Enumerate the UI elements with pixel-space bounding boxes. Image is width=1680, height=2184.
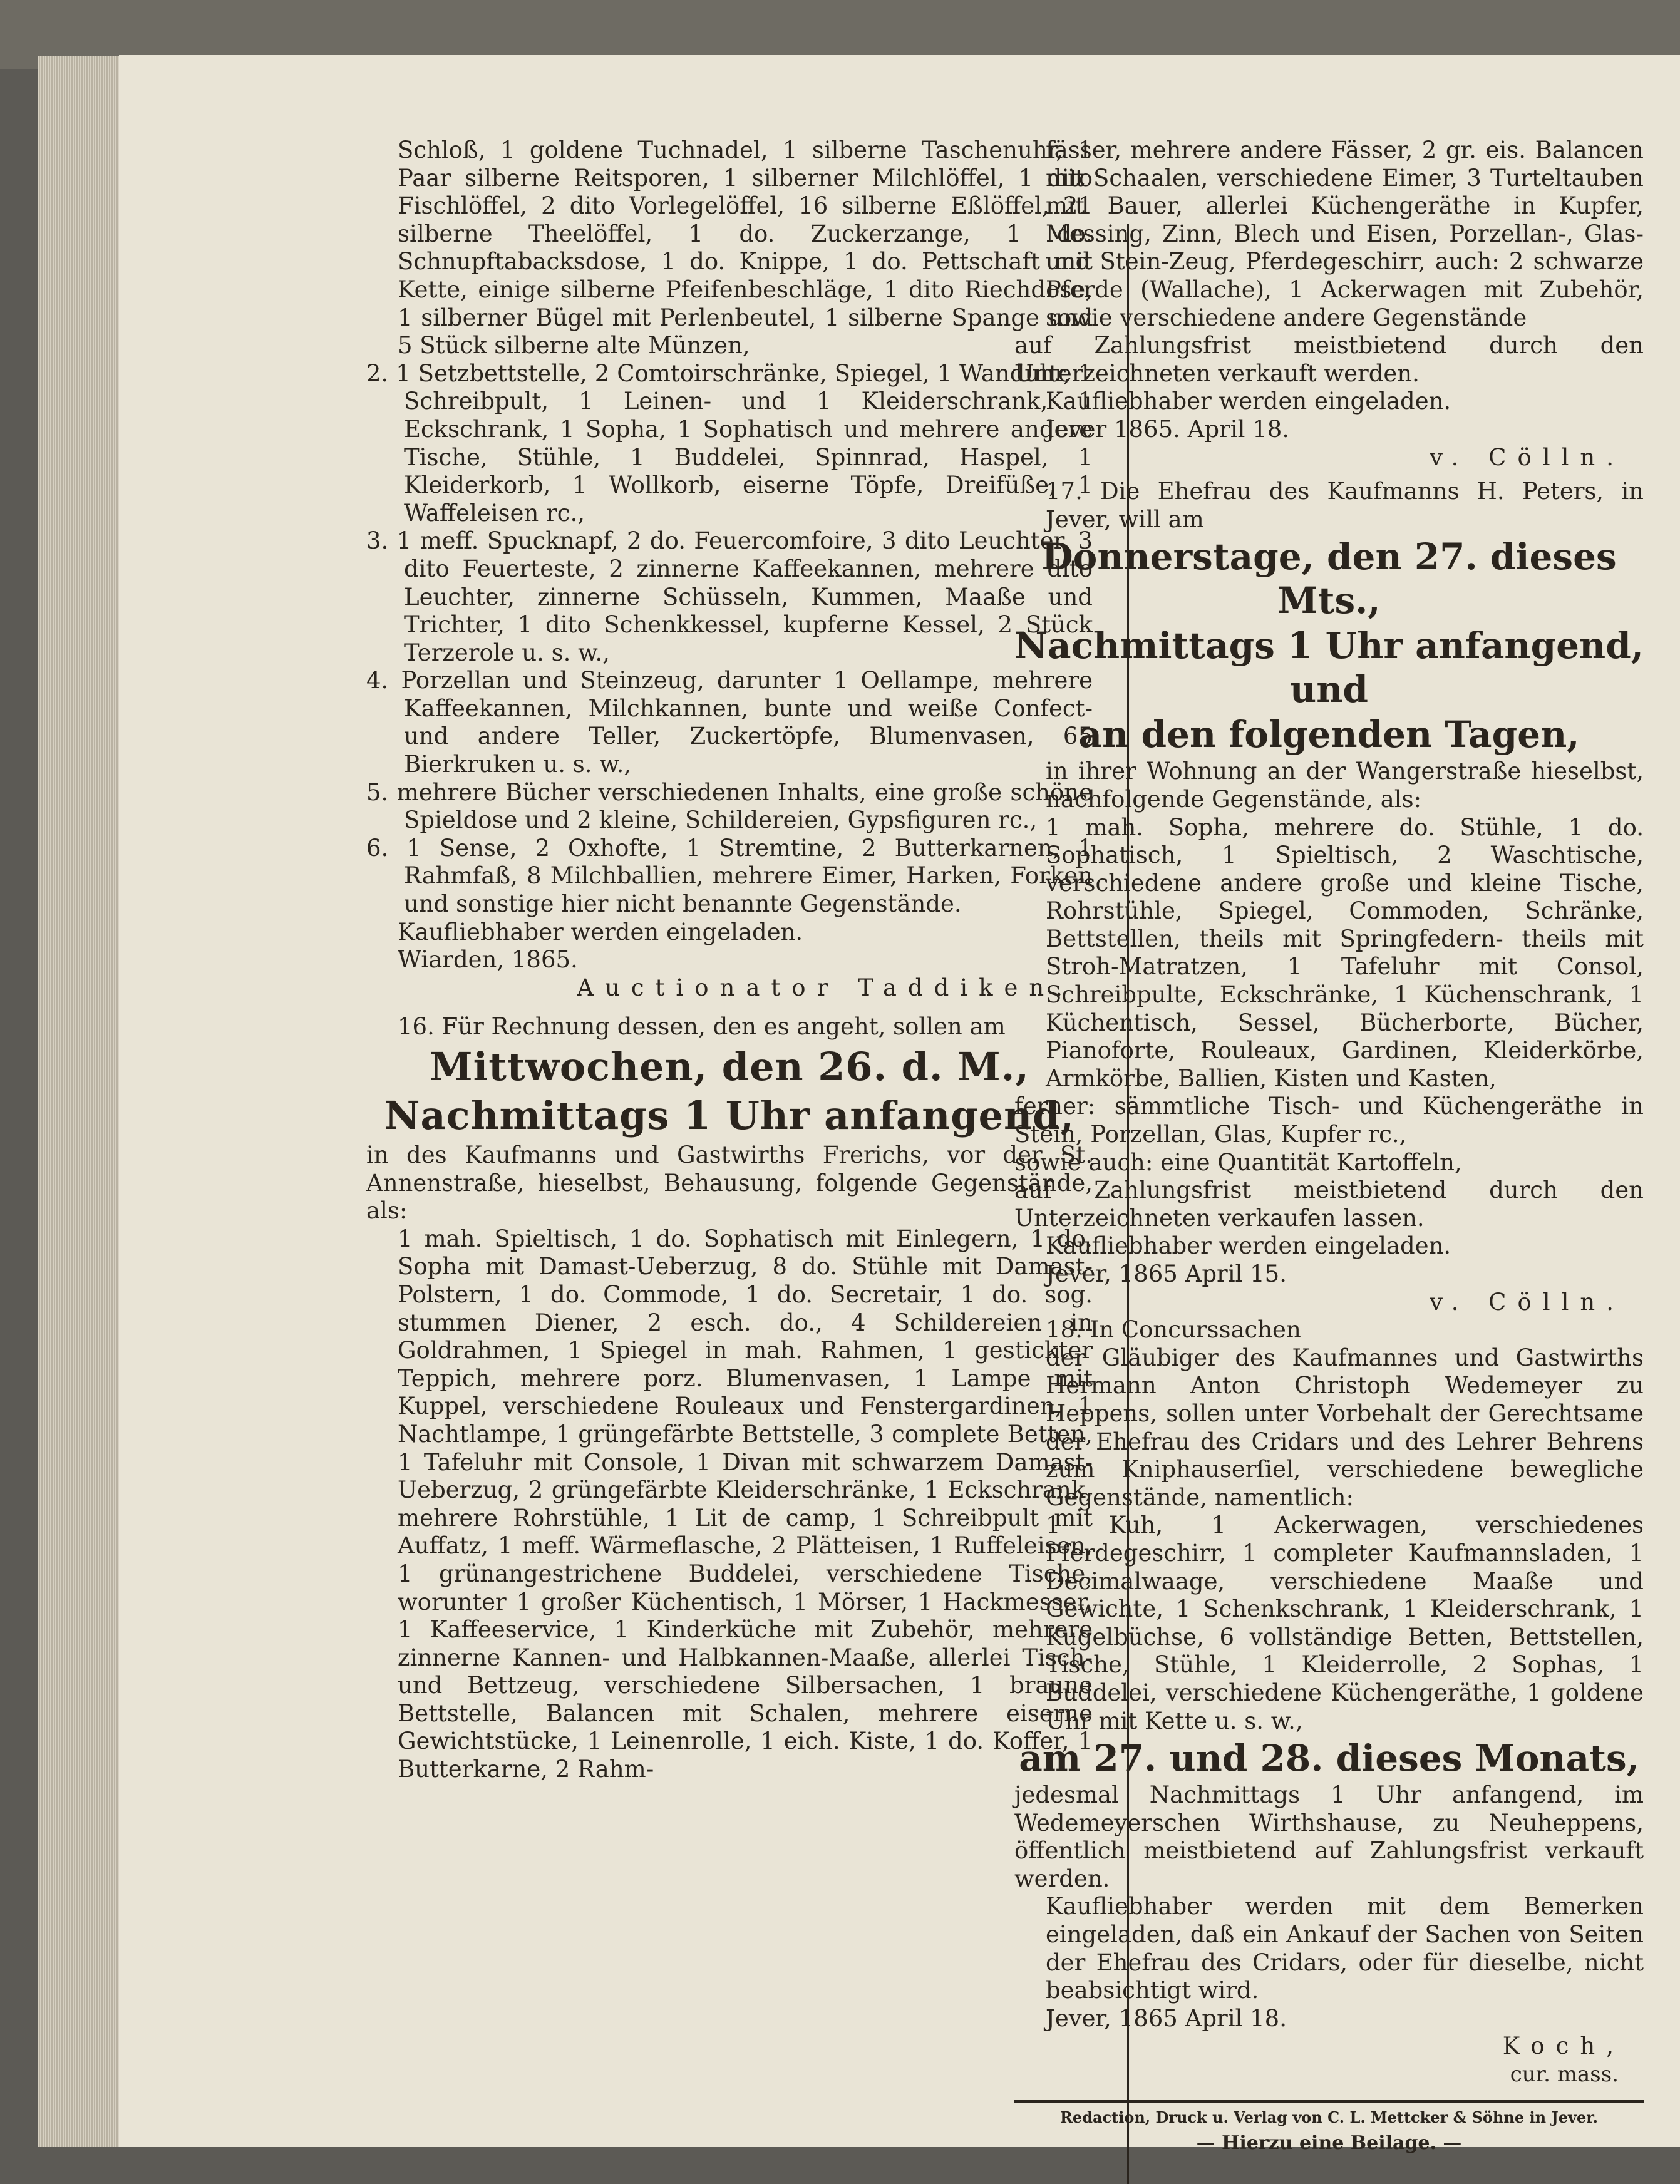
- list-item-6: 6. 1 Sense, 2 Oxhofte, 1 Stremtine, 2 Butterkarnen, 1 Rahmfaß, 8 Milchballien, mehrere Eimer, Harken, Forken und sonstige hier nicht benannte Gegenstände.: [366, 834, 1093, 918]
- notice-16-heading-date: Mittwochen, den 26. d. M.,: [430, 1044, 1029, 1089]
- notice-17-intro: 17. Die Ehefrau des Kaufmanns H. Peters, in Jever, will am: [1046, 478, 1644, 533]
- list-continuation: Schloß, 1 goldene Tuchnadel, 1 silberne Taschenuhr, 1 Paar silberne Reitsporen, 1 silberner Milchlöffel, 1 dito Fischlöffel, 2 dito Vorlegelöffel, 16 silberne Eßlöffel, 21 silberne Theelöffel, 1 do. Zuckerzange, 1 do. Schnupftabacksdose, 1 do. Knippe, 1 do. Pettschaft mit Kette, einige silberne Pfeifenbeschläge, 1 dito Riechdose, 1 silberner Bügel mit Perlenbeutel, 1 silberne Spange und 5 Stück silberne alte Münzen,: [398, 136, 1093, 359]
- list-continuation-right: fässer, mehrere andere Fässer, 2 gr. eis. Balancen mit Schaalen, verschiedene Eimer, 3 Turteltauben mit Bauer, allerlei Küchengeräthe in Kupfer, Messing, Zinn, Blech und Eisen, Porzellan-, Glas- und Stein-Zeug, Pferdegeschirr, auch: 2 schwarze Pferde (Wallache), 1 Ackerwagen mit Zubehör, sowie verschiedene andere Gegenstände: [1046, 136, 1644, 331]
- signature-title: cur. mass.: [1510, 2062, 1619, 2088]
- notice-17-location: in ihrer Wohnung an der Wangerstraße hieselbst, nachfolgende Gegenstände, als:: [1046, 758, 1644, 813]
- date-line: Wiarden, 1865.: [398, 946, 578, 974]
- invitation: Kaufliebhaber werden eingeladen.: [398, 918, 803, 945]
- notice-17-further: ferner: sämmtliche Tisch- und Küchengeräthe in Stein, Porzellan, Glas, Kupfer rc.,: [1014, 1093, 1644, 1148]
- signature: v. Cölln.: [1430, 443, 1625, 471]
- notice-17-heading-days: an den folgenden Tagen,: [1078, 713, 1580, 756]
- supplement-note: — Hierzu eine Beilage. —: [1196, 2131, 1462, 2154]
- notice-18-intro: 18. In Concurssachen: [1046, 1316, 1301, 1344]
- notice-16-location: in des Kaufmanns und Gastwirths Frerichs, vor der St. Annenstraße, hieselbst, Behausung, folgende Gegenstände, als:: [366, 1141, 1093, 1225]
- notice-16-heading-time: Nachmittags 1 Uhr anfangend,: [384, 1093, 1075, 1138]
- signature: Auctionator Taddiken.: [577, 974, 1074, 1001]
- date-line: Jever, 1865 April 18.: [1046, 2004, 1287, 2032]
- notice-17-also: sowie auch: eine Quantität Kartoffeln,: [1014, 1148, 1462, 1176]
- book-page-edges: [38, 56, 119, 2147]
- notice-17-heading-date: Donnerstage, den 27. dieses Mts.,: [1041, 535, 1617, 622]
- notice-17-heading-time: Nachmittags 1 Uhr anfangend, und: [1014, 624, 1644, 711]
- signature: v. Cölln.: [1430, 1288, 1625, 1316]
- notice-18-invitation: Kaufliebhaber werden mit dem Bemerken eingeladen, daß ein Ankauf der Sachen von Seiten der Ehefrau des Cridars, oder für dieselbe, nicht beabsichtigt wird.: [1046, 1893, 1644, 2004]
- sale-terms: auf Zahlungsfrist meistbietend durch den Unterzeichneten verkauft werden.: [1014, 332, 1644, 387]
- notice-17-items: 1 mah. Sopha, mehrere do. Stühle, 1 do. Sophatisch, 1 Spieltisch, 2 Waschtische, verschiedene andere große und kleine Tische, Rohrstühle, Spiegel, Commoden, Schränke, Bettstellen, theils mit Springfedern- theils mit Stroh-Matratzen, 1 Tafeluhr mit Consol, Schreibpulte, Eckschränke, 1 Küchenschrank, 1 Küchentisch, Sessel, Bücherborte, Bücher, Pianoforte, Rouleaux, Gardinen, Kleiderkörbe, Armkörbe, Ballien, Kisten und Kasten,: [1046, 813, 1644, 1092]
- notice-18-when: jedesmal Nachmittags 1 Uhr anfangend, im Wedemeyerschen Wirthshause, zu Neuheppens, öffentlich meistbietend auf Zahlungsfrist verkauft werden.: [1014, 1781, 1644, 1892]
- newspaper-page: [119, 55, 1680, 2154]
- left-column: [366, 136, 1093, 1784]
- notice-18-heading: am 27. und 28. dieses Monats,: [1019, 1737, 1639, 1780]
- notice-16-intro: 16. Für Rechnung dessen, den es angeht, sollen am: [398, 1013, 1006, 1041]
- notice-18-items: 1 Kuh, 1 Ackerwagen, verschiedenes Pferdegeschirr, 1 completer Kaufmannsladen, 1 Decimalwaage, verschiedene Maaße und Gewichte, 1 Schenkschrank, 1 Kleiderschrank, 1 Kugelbüchse, 6 vollständige Betten, Bettstellen, Tische, Stühle, 1 Kleiderrolle, 2 Sophas, 1 Buddelei, verschiedene Küchengeräthe, 1 goldene Uhr mit Kette u. s. w.,: [1046, 1512, 1644, 1734]
- footer-rule: [1014, 2100, 1644, 2103]
- date-line: Jever 1865. April 18.: [1046, 415, 1290, 443]
- notice-18-text: der Gläubiger des Kaufmannes und Gastwirths Hermann Anton Christoph Wedemeyer zu Heppens, sollen unter Vorbehalt der Gerechtsame der Ehefrau des Cridars und des Lehrer Behrens zum Kniphauserſiel, verschiedene bewegliche Gegenstände, namentlich:: [1046, 1344, 1644, 1511]
- invitation: Kaufliebhaber werden eingeladen.: [1046, 1232, 1451, 1260]
- list-item-3: 3. 1 meff. Spucknapf, 2 do. Feuercomfoire, 3 dito Leuchter, 3 dito Feuerteste, 2 zinnerne Kaffeekannen, mehrere dito Leuchter, zinnerne Schüsseln, Kummen, Maaße und Trichter, 1 dito Schenkkessel, kupferne Kessel, 2 Stück Terzerole u. s. w.,: [366, 527, 1093, 666]
- list-item-5: 5. mehrere Bücher verschiedenen Inhalts, eine große schöne Spieldose und 2 kleine, Schildereien, Gypsfiguren rc.,: [366, 778, 1093, 834]
- date-line: Jever, 1865 April 15.: [1046, 1260, 1287, 1287]
- imprint: Redaction, Druck u. Verlag von C. L. Mettcker & Söhne in Jever.: [1059, 2108, 1599, 2126]
- right-column: [1014, 136, 1644, 2158]
- list-item-2: 2. 1 Setzbettstelle, 2 Comtoirschränke, Spiegel, 1 Wanduhr, 1 Schreibpult, 1 Leinen- und 1 Kleiderschrank, 1 Eckschrank, 1 Sopha, 1 Sophatisch und mehrere andere Tische, Stühle, 1 Buddelei, Spinnrad, Haspel, 1 Kleiderkorb, 1 Wollkorb, eiserne Töpfe, Dreifüße, 1 Waffeleisen rc.,: [366, 359, 1093, 527]
- notice-16-items: 1 mah. Spieltisch, 1 do. Sophatisch mit Einlegern, 1 do. Sopha mit Damast-Ueberzug, 8 do. Stühle mit Damast-Polstern, 1 do. Commode, 1 do. Secretair, 1 do. sog. stummen Diener, 2 esch. do., 4 Schildereien in Goldrahmen, 1 Spiegel in mah. Rahmen, 1 gestickter Teppich, mehrere porz. Blumenvasen, 1 Lampe mit Kuppel, verschiedene Rouleaux und Fenstergardinen, 1 Nachtlampe, 1 grüngefärbte Bettstelle, 3 complete Betten, 1 Tafeluhr mit Console, 1 Divan mit schwarzem Damast-Ueberzug, 2 grüngefärbte Kleiderschränke, 1 Eckschrank, mehrere Rohrstühle, 1 Lit de camp, 1 Schreibpult mit Auffatz, 1 meff. Wärmeflasche, 2 Plätteisen, 1 Ruffeleisen, 1 grünangestrichene Buddelei, verschiedene Tische, worunter 1 großer Küchentisch, 1 Mörser, 1 Hackmesser, 1 Kaffeeservice, 1 Kinderküche mit Zubehör, mehrere zinnerne Kannen- und Halbkannen-Maaße, allerlei Tisch- und Bettzeug, verschiedene Silbersachen, 1 braune Bettstelle, Balancen mit Schalen, mehrere eiserne Gewichtstücke, 1 Leinenrolle, 1 eich. Kiste, 1 do. Koffer, 1 Butterkarne, 2 Rahm-: [398, 1225, 1093, 1783]
- invitation: Kaufliebhaber werden eingeladen.: [1046, 388, 1451, 415]
- signature: Koch,: [1502, 2032, 1625, 2060]
- list-item-4: 4. Porzellan und Steinzeug, darunter 1 Oellampe, mehrere Kaffeekannen, Milchkannen, bunte und weiße Confect- und andere Teller, Zuckertöpfe, Blumenvasen, 65 Bierkruken u. s. w.,: [366, 667, 1093, 778]
- notice-17-terms: auf Zahlungsfrist meistbietend durch den Unterzeichneten verkaufen lassen.: [1014, 1177, 1644, 1232]
